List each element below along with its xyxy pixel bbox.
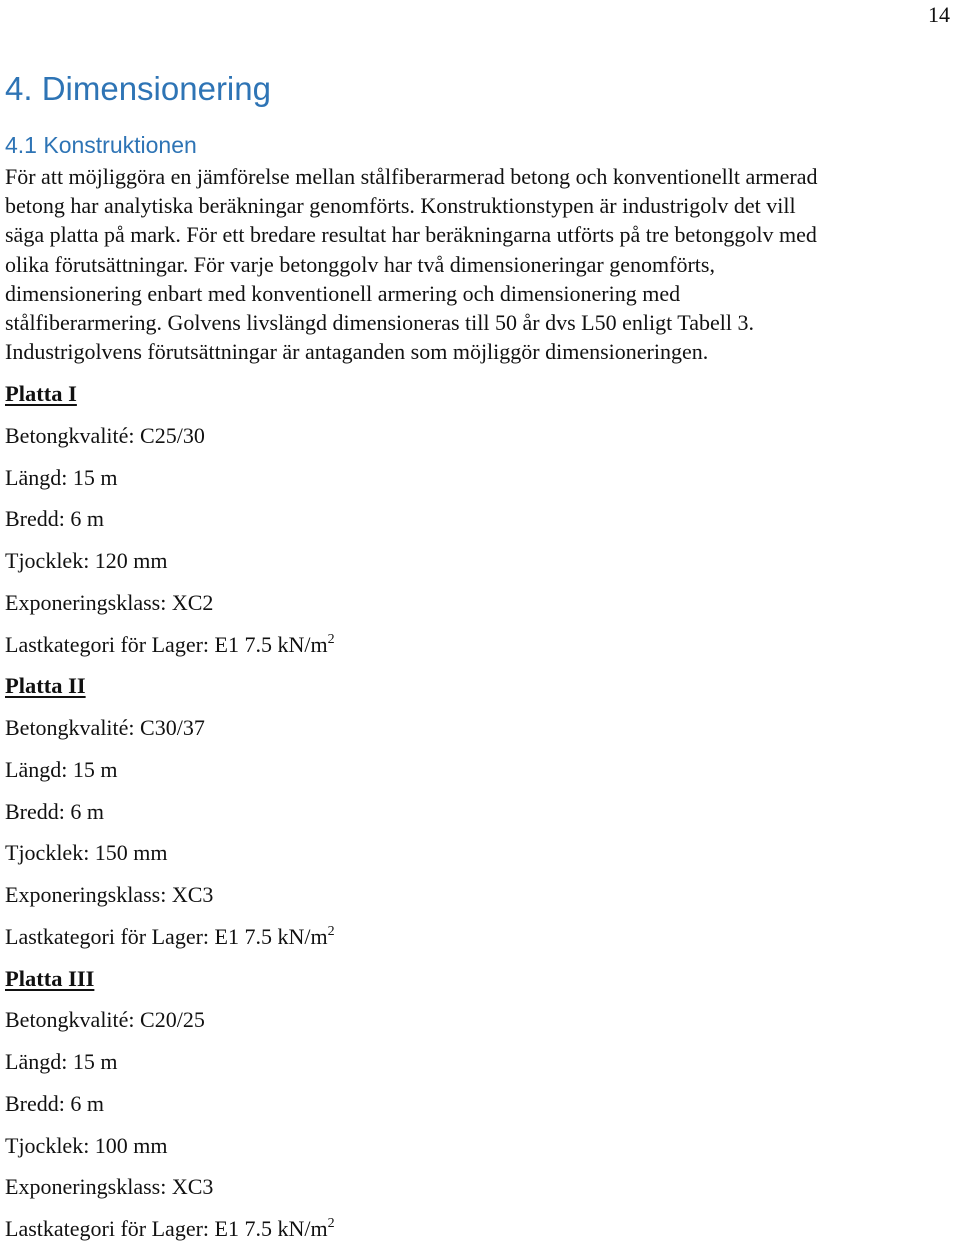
load-unit-exponent: 2 <box>327 1216 335 1231</box>
width: Bredd: 6 m <box>5 506 104 532</box>
width: Bredd: 6 m <box>5 1090 104 1116</box>
length: Längd: 15 m <box>5 756 118 782</box>
concrete-quality: Betongkvalité: C25/30 <box>5 422 205 448</box>
length: Längd: 15 m <box>5 464 118 490</box>
exposure-class: Exponeringsklass: XC3 <box>5 882 214 907</box>
load-category <box>5 922 335 964</box>
paragraph-line: För att möjliggöra en jämförelse mellan stålfiberarmerad betong och konventionellt armerad <box>5 164 818 189</box>
thickness: Tjocklek: 150 mm <box>5 840 168 866</box>
load-category-text: Lastkategori för Lager: E1 7.5 kN/m <box>5 631 328 657</box>
thickness: Tjocklek: 100 mm <box>5 1132 168 1158</box>
exposure-class: Exponeringsklass: XC2 <box>5 589 214 615</box>
concrete-quality: Betongkvalité: C20/25 <box>5 1007 205 1033</box>
load-category <box>5 630 335 672</box>
plate-block-1 <box>5 379 335 671</box>
exposure-class: Exponeringsklass: XC3 <box>5 1174 214 1200</box>
plate-block-2 <box>5 671 335 963</box>
chapter-title: 4. Dimensionering <box>5 70 271 107</box>
paragraph-line: Industrigolvens förutsättningar är antaganden som möjliggör dimensioneringen. <box>5 339 709 365</box>
plate-title: Platta II <box>5 673 86 699</box>
plates-list <box>5 379 335 1256</box>
paragraph-line: betong har analytiska beräkningar genomförts. Konstruktionstypen är industrigolv det vill <box>5 193 796 219</box>
load-unit-exponent: 2 <box>327 923 335 939</box>
intro-paragraph <box>5 162 955 366</box>
load-category-text: Lastkategori för Lager: E1 7.5 kN/m <box>5 1216 328 1241</box>
length: Längd: 15 m <box>5 1049 118 1074</box>
load-unit-exponent: 2 <box>327 631 335 647</box>
plate-block-3 <box>5 964 335 1256</box>
page-number: 14 <box>928 2 950 27</box>
load-category-text: Lastkategori för Lager: E1 7.5 kN/m <box>5 923 328 949</box>
thickness: Tjocklek: 120 mm <box>5 548 168 573</box>
plate-title: Platta I <box>5 381 77 406</box>
plate-title: Platta III <box>5 965 95 991</box>
paragraph-line: olika förutsättningar. För varje betonggolv har två dimensioneringar genomförts, <box>5 251 715 277</box>
section-title: 4.1 Konstruktionen <box>5 132 197 158</box>
width: Bredd: 6 m <box>5 798 104 824</box>
paragraph-line: stålfiberarmering. Golvens livslängd dimensioneras till 50 år dvs L50 enligt Tabell 3. <box>5 310 754 336</box>
paragraph-line: dimensionering enbart med konventionell armering och dimensionering med <box>5 280 681 306</box>
paragraph-line: säga platta på mark. För ett bredare resultat har beräkningarna utförts på tre betonggolv med <box>5 222 817 248</box>
concrete-quality: Betongkvalité: C30/37 <box>5 715 205 740</box>
load-category <box>5 1214 335 1256</box>
